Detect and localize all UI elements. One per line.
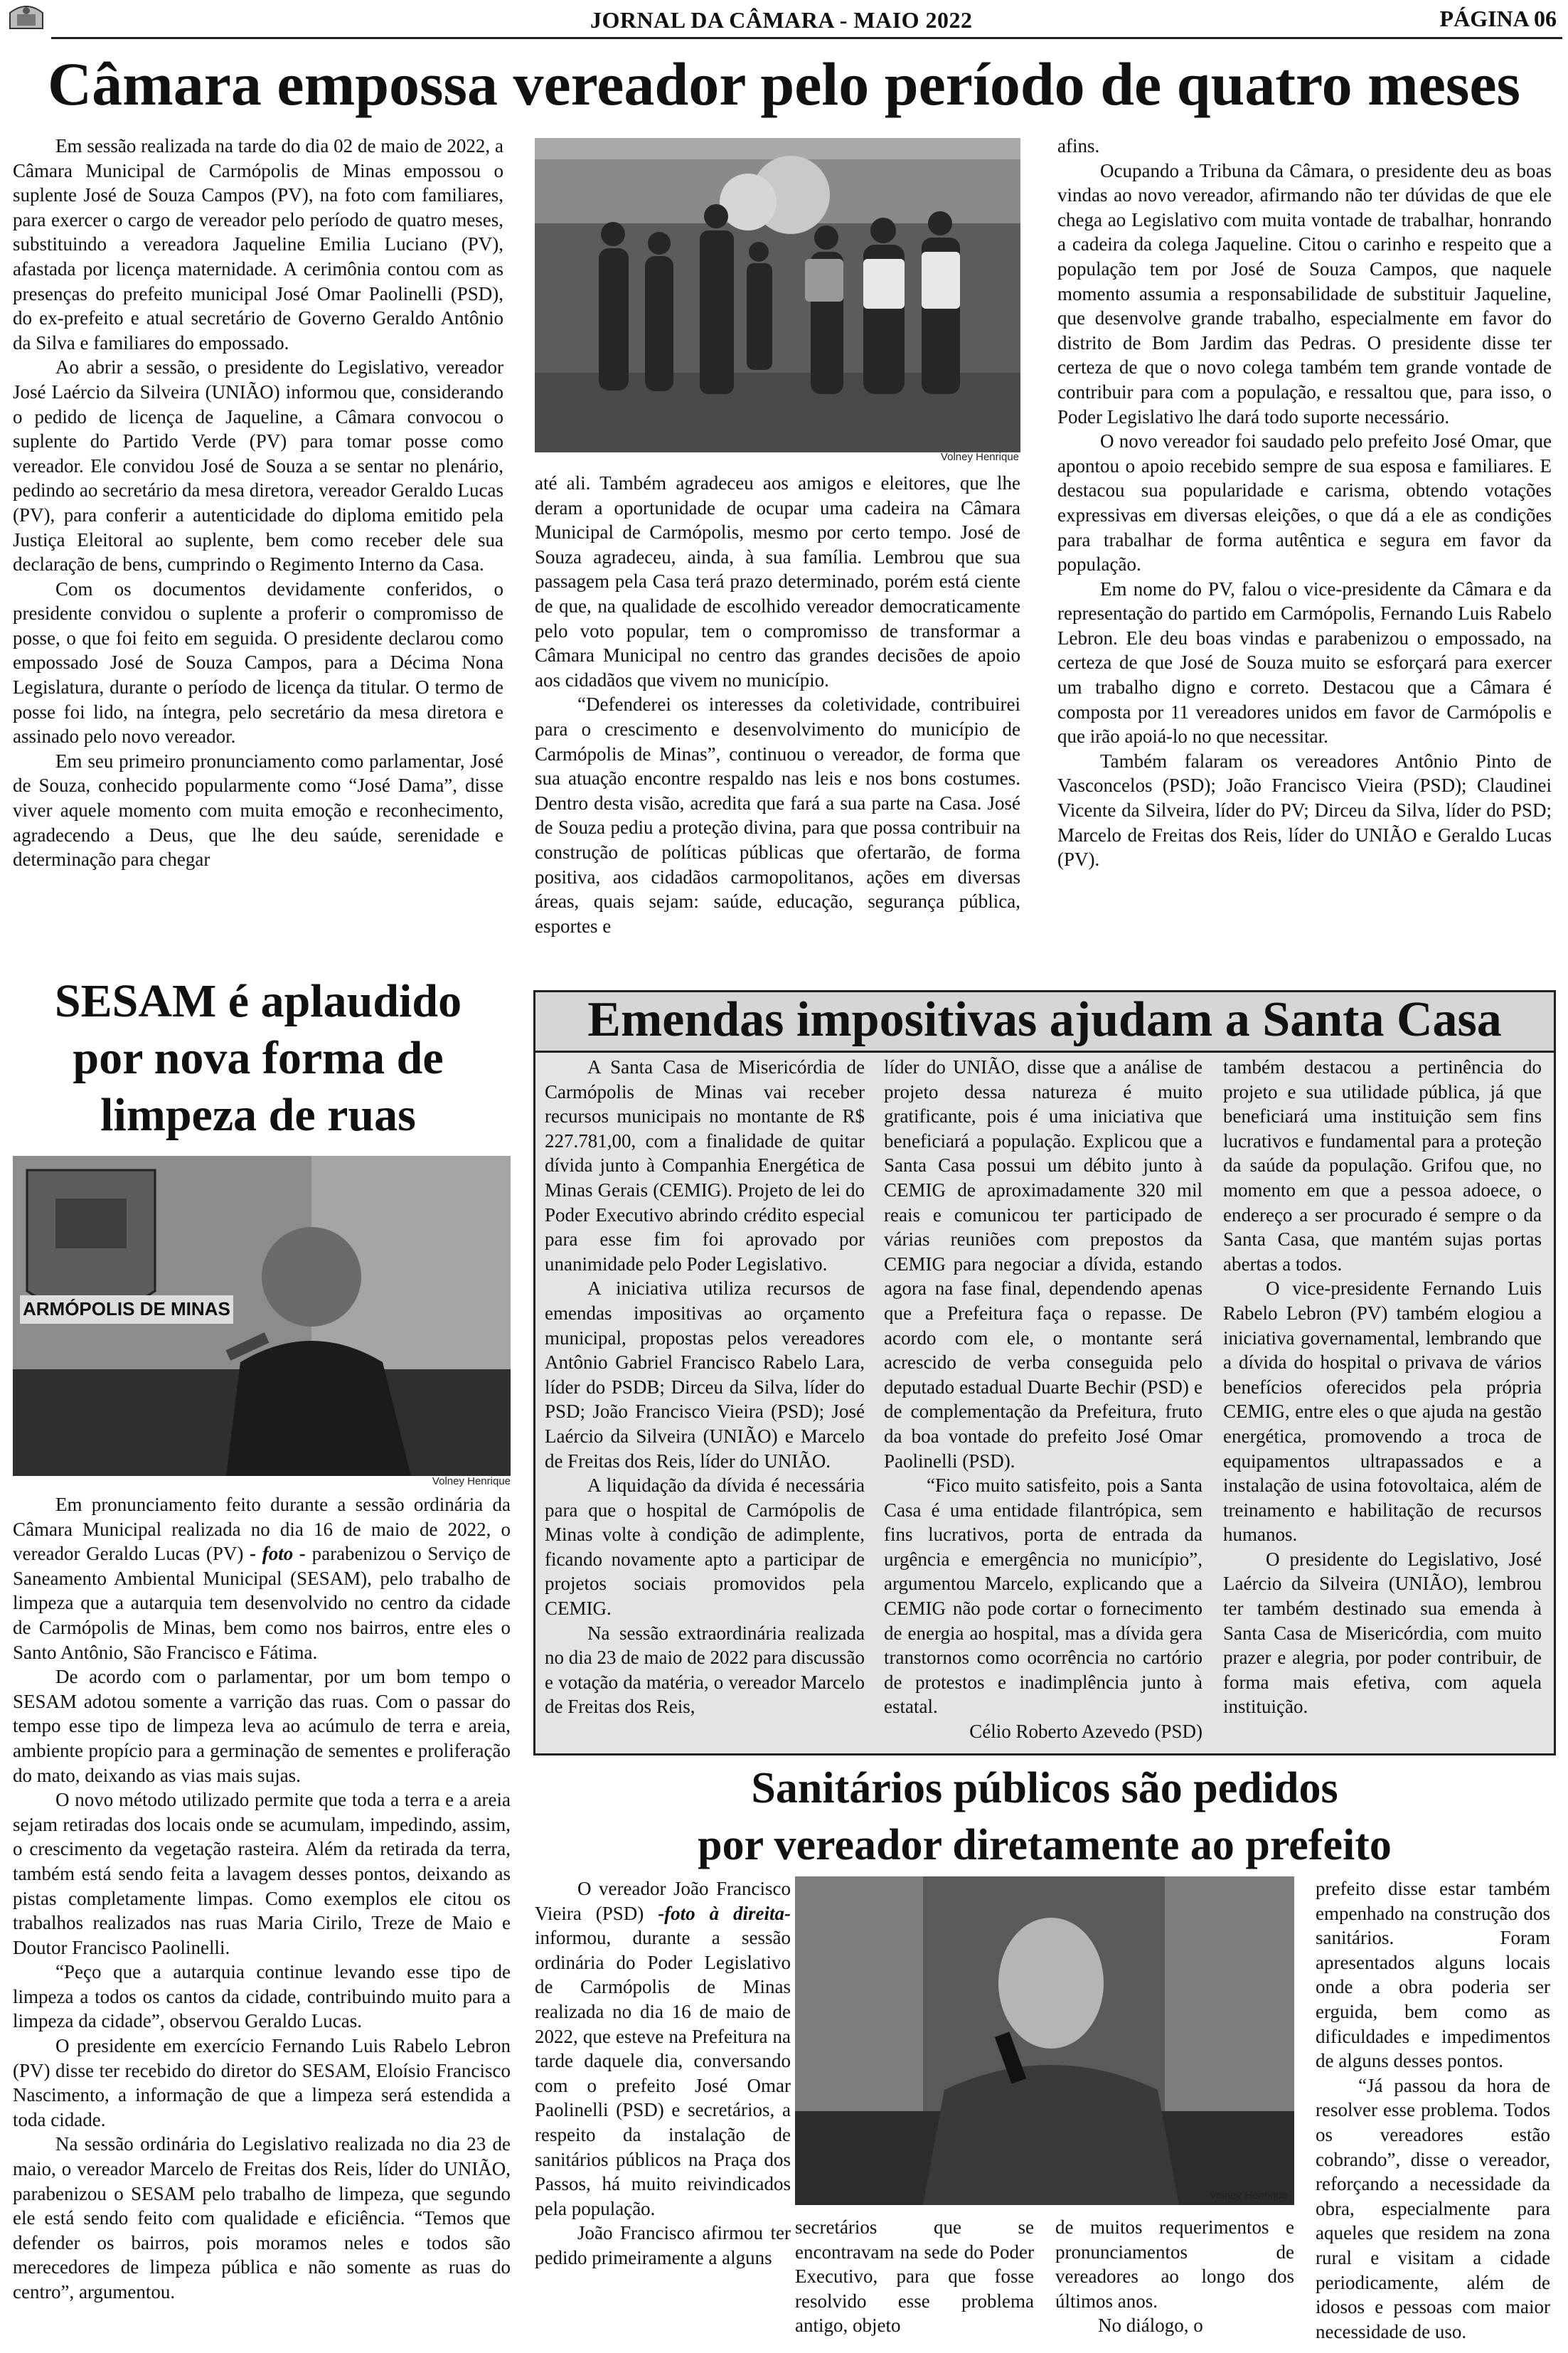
text-run: Em pronunciamento feito durante a sessão ordinária da Câmara Municipal realizada no dia 16 de maio de 2022, o vereador Geraldo Lucas (PV): [13, 1494, 511, 1565]
article2-title: [13, 973, 503, 1144]
text-run: O vereador João Francisco Vieira (PSD): [535, 1878, 791, 1924]
paragraph: prefeito disse estar também empenhado na construção dos sanitários. Foram apresentados alguns locais onde a obra poderia ser erguida, bem como as dificuldades e impedimentos de alguns desses pontos.: [1316, 1878, 1550, 2072]
paragraph: Em sessão realizada na tarde do dia 02 de maio de 2022, a Câmara Municipal de Carmópolis de Minas empossou o suplente José de Souza Campos (PV), na foto com familiares, para exercer o cargo de vereador pelo período de quatro meses, substituindo a vereadora Jaqueline Emilia Luciano (PV), afastada por licença maternidade. A cerimônia contou com as presenças do prefeito municipal José Omar Paolinelli (PSD), do ex-prefeito e atual secretário de Governo Geraldo Antônio da Silva e familiares do empossado.: [13, 135, 503, 354]
article1-title: Câmara empossa vereador pelo período de quatro meses: [47, 50, 1520, 118]
article2-photo-credit: Volney Henrique: [432, 1475, 511, 1487]
article4-column-4: [1316, 1876, 1550, 2344]
paragraph: No diálogo, o: [1098, 2315, 1203, 2337]
photo-reference: - foto -: [250, 1543, 306, 1565]
article3-title: Emendas impositivas ajudam a Santa Casa: [587, 992, 1502, 1047]
article4-title: [533, 1760, 1556, 1874]
paragraph: O novo método utilizado permite que toda a terra e a areia sejam retiradas dos locais onde se acumulam, impedindo, assim, o crescimento da vegetação rasteira. Além da retirada da terra, também está sendo feita a lavagem desses pontos, deixando as pistas completamente limpas. Como exemplos ele citou os trabalhos realizados nas ruas Maria Cirilo, Treze de Maio e Doutor Francisco Paolinelli.: [13, 1789, 511, 1958]
paragraph: de muitos requerimentos e pronunciamentos de vereadores ao longo dos últimos anos.: [1055, 2216, 1294, 2312]
paragraph: A iniciativa utiliza recursos de emendas impositivas ao orçamento municipal, propostas pelos vereadores Antônio Gabriel Francisco Rabelo Lara, líder do PSDB; Dirceu da Silva, líder do PSD; João Francisco Vieira (PSD); José Laércio da Silveira (UNIÃO) e Marcelo de Freitas dos Reis, líder do UNIÃO.: [545, 1278, 865, 1472]
article4-photo: [795, 1876, 1294, 2205]
photo-reference: -foto à direita-: [658, 1902, 791, 1924]
title-line: Sanitários públicos são pedidos: [751, 1764, 1338, 1812]
article2-photo: [13, 1156, 511, 1476]
text-run: parabenizou o Serviço de Saneamento Ambiental Municipal (SESAM), pelo trabalho de limpeza que a autarquia tem desenvolvido no centro da cidade de Carmópolis de Minas, bem como nos bairros, entre eles o Santo Antônio, São Francisco e Fátima.: [13, 1543, 511, 1663]
paragraph: De acordo com o parlamentar, por um bom tempo o SESAM adotou somente a varrição das ruas. Com o passar do tempo esse tipo de limpeza leva ao acúmulo de terra e areia, ambiente propício para a germinação de sementes e proliferação do mato, deixando as vias mais sujas.: [13, 1666, 511, 1786]
article1-column-3: [1057, 134, 1552, 872]
paragraph: Célio Roberto Azevedo (PSD): [969, 1721, 1202, 1743]
paragraph: Na sessão extraordinária realizada no dia 23 de maio de 2022 para discussão e votação da matéria, o vereador Marcelo de Freitas dos Reis,: [545, 1622, 865, 1718]
paragraph: Ocupando a Tribuna da Câmara, o presidente deu as boas vindas ao novo vereador, afirmando não ter dúvidas de que ele chega ao Legislativo com muita vontade de trabalhar, honrando a cadeira da colega Jaqueline. Citou o carinho e respeito que a população tem por José de Souza Campos, que naquele momento assumia a responsabilidade de substituir Jaqueline, que desenvolve grande trabalho, especialmente em favor do distrito de Bom Jardim das Pedras. O presidente disse ter certeza de que o novo colega também tem grande vontade de contribuir para com a população, e ressaltou que, para isso, o Poder Legislativo lhe dará todo suporte necessário.: [1057, 159, 1552, 427]
paragraph: O presidente do Legislativo, José Laércio da Silveira (UNIÃO), lembrou ter também destinado sua emenda à Santa Casa de Misericórdia, com muito prazer e alegria, por poder contribuir, de forma mais efetiva, com aquela instituição.: [1223, 1548, 1542, 1718]
paragraph: “Peço que a autarquia continue levando esse tipo de limpeza a todos os cantos da cidade, contribuindo muito para a limpeza da cidade”, observou Geraldo Lucas.: [13, 1961, 511, 2032]
paragraph: A Santa Casa de Misericórdia de Carmópolis de Minas vai receber recursos municipais no montante de R$ 227.781,00, com a finalidade de quitar dívida junto à Companhia Energética de Minas Gerais (CEMIG). Projeto de lei do Poder Executivo abrindo crédito especial para esse fim foi aprovado por unanimidade pelo Poder Legislativo.: [545, 1056, 865, 1275]
article4-column-2: [795, 2215, 1034, 2338]
article4-column-1: [535, 1876, 791, 2270]
paragraph: O presidente em exercício Fernando Luis Rabelo Lebron (PV) disse ter recebido do diretor do SESAM, Eloísio Francisco Nascimento, a informação de que a limpeza será estendida a toda cidade.: [13, 2035, 511, 2130]
article4-photo-credit: Volney Henrique: [1209, 2189, 1288, 2201]
photo-sign-text: ARMÓPOLIS DE MINAS: [23, 1298, 230, 1319]
paragraph: afins.: [1057, 135, 1100, 156]
header-rule: [51, 37, 1562, 39]
councilor-photo-image: [795, 1876, 1294, 2205]
paragraph: Também falaram os vereadores Antônio Pinto de Vasconcelos (PSD); João Francisco Vieira (PSD); Claudinei Vicente da Silveira, líder do PV; Dirceu da Silva, líder do PSD; Marcelo de Freitas dos Reis, líder do UNIÃO e Geraldo Lucas (PV).: [1057, 750, 1552, 871]
title-line: SESAM é aplaudido: [54, 975, 462, 1027]
article1-column-2: [535, 471, 1020, 938]
coat-of-arms-icon: [7, 3, 46, 31]
paragraph: “Já passou da hora de resolver esse problema. Todos os vereadores estão cobrando”, disse o vereador, reforçando a necessidade da obra, especialmente para aqueles que residem na zona rural e visitam a cidade periodicamente, além de idosos e pessoas com maior necessidade de uso.: [1316, 2074, 1550, 2342]
paragraph: até ali. Também agradeceu aos amigos e eleitores, que lhe deram a oportunidade de ocupar uma cadeira na Câmara Municipal de Carmópolis, mesmo por certo tempo. José de Souza agradeceu, ainda, à sua família. Lembrou que sua passagem pela Casa terá prazo determinado, porém está ciente de que, na qualidade de escolhido vereador democraticamente pelo voto popular, tem o compromisso de transformar a Câmara Municipal no centro das grandes decisões de apoio aos cidadãos que vivem no município.: [535, 472, 1020, 691]
paragraph: Em nome do PV, falou o vice-presidente da Câmara e da representação do partido em Carmópolis, Fernando Luis Rabelo Lebron. Ele deu boas vindas e parabenizou o empossado, na certeza de que José de Souza muito se esforçará para exercer um trabalho digno e correto. Destacou que a Câmara é composta por 11 vereadores unidos em favor de Carmópolis e que irão apoiá-lo no que necessitar.: [1057, 578, 1552, 748]
header-logo: [7, 3, 46, 31]
paragraph: [13, 1492, 511, 1664]
paragraph: O novo vereador foi saudado pelo prefeito José Omar, que apontou o apoio recebido sempre de sua esposa e familiares. E destacou sua popularidade e carisma, obtendo votações expressivas em diversas eleições, o que dá a ele as condições para trabalhar de forma autêntica e segura em favor da população.: [1057, 430, 1552, 575]
paragraph: Em seu primeiro pronunciamento como parlamentar, José de Souza, conhecido popularmente como “José Dama”, disse viver aquele momento com muita emoção e reconhecimento, agradecendo a Deus, que lhe deu saúde, serenidade e determinação para chegar: [13, 750, 503, 871]
paragraph: Na sessão ordinária do Legislativo realizada no dia 23 de maio, o vereador Marcelo de Freitas dos Reis, líder do UNIÃO, parabenizou o SESAM pelo trabalho de limpeza, que segundo ele está sendo feito com qualidade e eficiência. “Temos que defender os bairros, pois moramos neles e todos são merecedores de limpeza pública e não somente as ruas do centro”, argumentou.: [13, 2133, 511, 2302]
paragraph: A liquidação da dívida é necessária para que o hospital de Carmópolis de Minas volte à condição de adimplente, ficando novamente apto a participar de projetos sociais promovidos pela CEMIG.: [545, 1475, 865, 1620]
article2-body: [13, 1492, 511, 2305]
paragraph: Ao abrir a sessão, o presidente do Legislativo, vereador José Laércio da Silveira (UNIÃO) informou que, considerando o pedido de licença de Jaqueline, a Câmara convocou o suplente do Partido Verde (PV) para tomar posse como vereador. Ele convidou José de Souza a se sentar no plenário, pedindo ao secretário da mesa diretora, vereador Geraldo Lucas (PV), para conferir a autenticidade do diploma emitido pela Justiça Eleitoral ao suplente, bem como receber dele sua declaração de bens, cumprindo o Regimento Interno da Casa.: [13, 356, 503, 575]
title-line: por vereador diretamente ao prefeito: [698, 1821, 1392, 1869]
journal-title: JORNAL DA CÂMARA - MAIO 2022: [590, 7, 973, 33]
paragraph: secretários que se encontravam na sede do Poder Executivo, para que fosse resolvido esse problema antigo, objeto: [795, 2216, 1034, 2337]
article3-column-3: [1223, 1055, 1542, 1719]
page-number: PÁGINA 06: [1439, 6, 1557, 31]
title-line: limpeza de ruas: [100, 1089, 416, 1141]
article3-column-2: [884, 1055, 1202, 1744]
article3-column-1: [545, 1055, 865, 1719]
paragraph: O vice-presidente Fernando Luis Rabelo Lebron (PV) também elogiou a iniciativa governamental, lembrando que a dívida do hospital o privava de vários benefícios oferecidos pela própria CEMIG, entre eles o que ajuda na gestão energética, promovendo a troca de equipamentos ultrapassados e a instalação de usina fotovoltaica, além de treinamento e habilitação de recursos humanos.: [1223, 1278, 1542, 1546]
paragraph: “Fico muito satisfeito, pois a Santa Casa é uma entidade filantrópica, sem fins lucrativos, porta de entrada da urgência e emergência no município”, argumentou Marcelo, explicando que a CEMIG não pode cortar o fornecimento de energia ao hospital, mas a dívida gera transtornos como ocorrência no cartório de protestos e inadimplência junto à estatal.: [884, 1475, 1202, 1718]
text-run: informou, durante a sessão ordinária do Poder Legislativo de Carmópolis de Minas realizada no dia 16 de maio de 2022, que esteve na Prefeitura na tarde daquele dia, conversando com o prefeito José Omar Paolinelli (PSD) e secretários, a respeito da instalação de sanitários públicos na Praça dos Passos, há muito reivindicados pela população.: [535, 1927, 791, 2219]
article1-column-1: [13, 134, 503, 872]
article4-column-3: [1055, 2215, 1294, 2338]
paragraph: [535, 1876, 791, 2221]
paragraph: João Francisco afirmou ter pedido primeiramente a alguns: [535, 2222, 791, 2268]
paragraph: também destacou a pertinência do projeto e sua utilidade pública, já que beneficiará uma instituição sem fins lucrativos e fundamental para a proteção da saúde da população. Grifou que, no momento em que a pessoa adoece, o endereço a ser procurado é sempre o da Santa Casa, que mantém sujas portas abertas a todos.: [1223, 1056, 1542, 1275]
paragraph: Com os documentos devidamente conferidos, o presidente convidou o suplente a proferir o compromisso de posse, o que foi feito em seguida. O presidente declarou como empossado José de Souza Campos, para a Décima Nona Legislatura, durante o período de licença da titular. O termo de posse foi lido, na íntegra, pelo secretário da mesa diretora e assinado pelo novo vereador.: [13, 578, 503, 748]
paragraph: líder do UNIÃO, disse que a análise de projeto dessa natureza é muito gratificante, pois é uma iniciativa que beneficiará a população. Explicou que a Santa Casa possui um débito junto à CEMIG de aproximadamente 320 mil reais e comunicou ter participado de várias reuniões com prepostos da CEMIG para negociar a dívida, estando agora na fase final, dependendo apenas que a Prefeitura faça o repasse. De acordo com ele, o montante será acrescido de verba conseguida pelo deputado estadual Duarte Bechir (PSD) e de complementação da Prefeitura, fruto da boa vontade do prefeito José Omar Paolinelli (PSD).: [884, 1056, 1202, 1472]
paragraph: “Defenderei os interesses da coletividade, contribuirei para o crescimento e desenvolvimento do município de Carmópolis de Minas”, continuou o vereador, de forma que sua atuação encontre respaldo nas leis e nos bons costumes. Dentro desta visão, acredita que fará a sua parte na Casa. José de Souza pediu a proteção divina, para que possa contribuir na construção de políticas públicas que ofertarão, de forma positiva, aos cidadãos carmopolitanos, ações em diversas áreas, quais sejam: saúde, educação, segurança pública, esportes e: [535, 694, 1020, 937]
group-photo-image: [535, 138, 1020, 452]
article1-photo: [535, 138, 1020, 452]
title-line: por nova forma de: [73, 1032, 444, 1084]
article1-photo-credit: Volney Henrique: [940, 451, 1019, 463]
